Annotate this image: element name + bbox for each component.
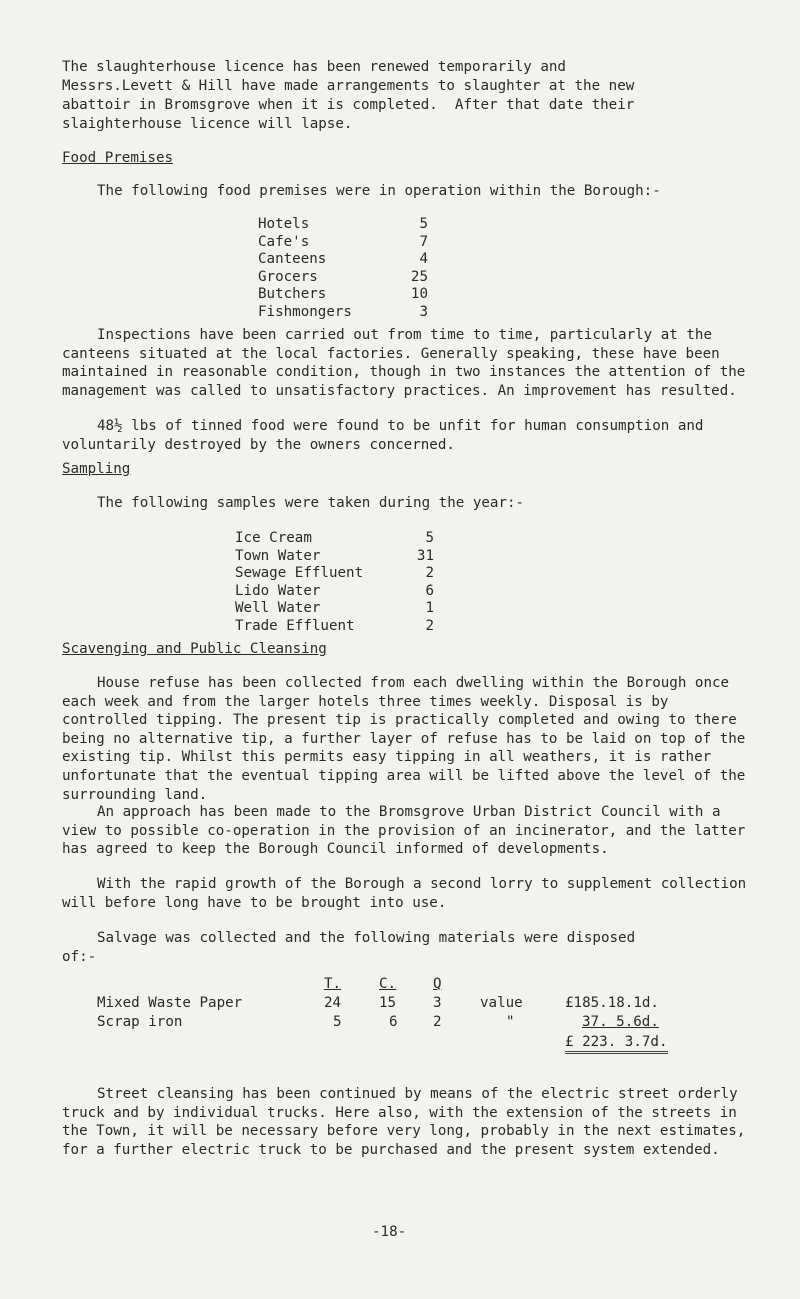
salvage-total: £ 223. 3.7d. — [565, 1034, 668, 1054]
premises-label: Grocers — [258, 268, 318, 285]
salvage-cwt: 15 — [379, 995, 397, 1011]
table-row — [258, 304, 458, 322]
sample-label: Ice Cream — [235, 530, 312, 546]
inspections-paragraph: Inspections have been carried out from time to time, particularly at the canteens situated at the local factories. Generally speaking, these have been maintained in reasonable condition, though in two instances the attention of the management was called to unsatisfactory practices. An improvement has resulted. — [62, 327, 746, 399]
salvage-value: £185.18.1d. — [565, 995, 659, 1011]
sampling-intro: The following samples were taken during the year:- — [97, 495, 525, 511]
salvage-material: Scrap iron — [97, 1014, 183, 1030]
refuse-paragraph: House refuse has been collected from each dwelling within the Borough once each week and from the larger hotels three times weekly. Disposal is by controlled tipping. The present tip is practically completed and owing to there being no alternative tip, a further layer of refuse has to be laid on top of the existing tip. Whilst this permits easy tipping in all weathers, it is rather unfortunate that the eventual tipping area will be lifted above the level of the surrounding land. — [62, 675, 746, 803]
sample-label: Trade Effluent — [235, 617, 355, 634]
table-row — [235, 530, 465, 548]
premises-label: Hotels — [258, 216, 310, 232]
premises-label: Fishmongers — [258, 303, 352, 320]
salvage-header-qtrs: Q — [433, 976, 442, 992]
premises-count: 5 — [419, 216, 428, 232]
page-number: -18- — [372, 1224, 407, 1240]
premises-count: 10 — [410, 286, 428, 302]
tinned-food-paragraph: 48½ lbs of tinned food were found to be unfit for human consumption and voluntarily destroyed by the owners concerned. — [62, 418, 704, 453]
table-row — [235, 583, 465, 601]
salvage-material: Mixed Waste Paper — [97, 995, 243, 1011]
table-row — [258, 286, 458, 304]
intro-line-3: abattoir in Bromsgrove when it is completed. After that date their — [62, 97, 635, 113]
intro-line-1: The slaughterhouse licence has been renewed temporarily and — [62, 59, 566, 75]
incinerator-paragraph: An approach has been made to the Bromsgrove Urban District Council with a view to possible co-operation in the provision of an incinerator, and the latter has agreed to keep the Borough Council informed of developments. — [62, 804, 746, 858]
premises-count: 4 — [419, 251, 428, 267]
premises-label: Canteens — [258, 251, 327, 267]
food-premises-table — [258, 216, 458, 321]
salvage-intro-line-2: of:- — [62, 949, 97, 965]
table-row — [235, 600, 465, 618]
table-row — [258, 251, 458, 269]
food-premises-heading: Food Premises — [62, 150, 174, 166]
salvage-intro-line-1: Salvage was collected and the following materials were disposed — [97, 930, 636, 946]
lorry-paragraph: With the rapid growth of the Borough a second lorry to supplement collection will before long have to be brought into use. — [62, 876, 747, 911]
sample-label: Sewage Effluent — [235, 565, 364, 581]
sample-count: 6 — [425, 582, 434, 599]
salvage-value-label: value — [480, 995, 523, 1011]
premises-count: 3 — [419, 303, 428, 320]
sample-count: 31 — [416, 547, 434, 564]
salvage-header-cwt: C. — [379, 976, 397, 992]
salvage-cwt: 6 — [389, 1014, 398, 1030]
sample-label: Town Water — [235, 547, 321, 564]
salvage-tons: 24 — [324, 995, 342, 1011]
salvage-value: 37. 5.6d. — [582, 1014, 659, 1030]
sampling-table — [235, 530, 465, 635]
intro-line-4: slaighterhouse licence will lapse. — [62, 116, 353, 132]
table-row — [258, 216, 458, 234]
salvage-qtrs: 2 — [433, 1014, 442, 1030]
premises-label: Cafe's — [258, 233, 310, 250]
table-row — [235, 618, 465, 636]
street-cleansing-paragraph: Street cleansing has been continued by means of the electric street orderly truck and by individual trucks. Here also, with the extension of the streets in the Town, it will be necessary before very long, probably in the next estimates, for a further electric truck to be purchased and the present system extended. — [62, 1086, 746, 1158]
salvage-qtrs: 3 — [433, 995, 442, 1011]
sampling-heading: Sampling — [62, 461, 131, 477]
food-premises-intro: The following food premises were in operation within the Borough:- — [97, 183, 661, 199]
sample-count: 2 — [425, 617, 434, 634]
premises-count: 25 — [410, 268, 428, 285]
sample-count: 5 — [425, 530, 434, 546]
sample-label: Lido Water — [235, 582, 321, 599]
premises-label: Butchers — [258, 286, 327, 302]
sample-label: Well Water — [235, 600, 321, 616]
salvage-value-label: " — [506, 1014, 515, 1030]
sample-count: 1 — [425, 600, 434, 616]
sample-count: 2 — [425, 565, 434, 581]
salvage-header-tons: T. — [324, 976, 342, 992]
table-row — [235, 548, 465, 566]
table-row — [258, 234, 458, 252]
intro-line-2: Messrs.Levett & Hill have made arrangements to slaughter at the new — [62, 78, 635, 94]
scavenging-heading: Scavenging and Public Cleansing — [62, 641, 327, 657]
premises-count: 7 — [419, 233, 428, 250]
salvage-tons: 5 — [333, 1014, 342, 1030]
table-row — [258, 269, 458, 287]
table-row — [235, 565, 465, 583]
